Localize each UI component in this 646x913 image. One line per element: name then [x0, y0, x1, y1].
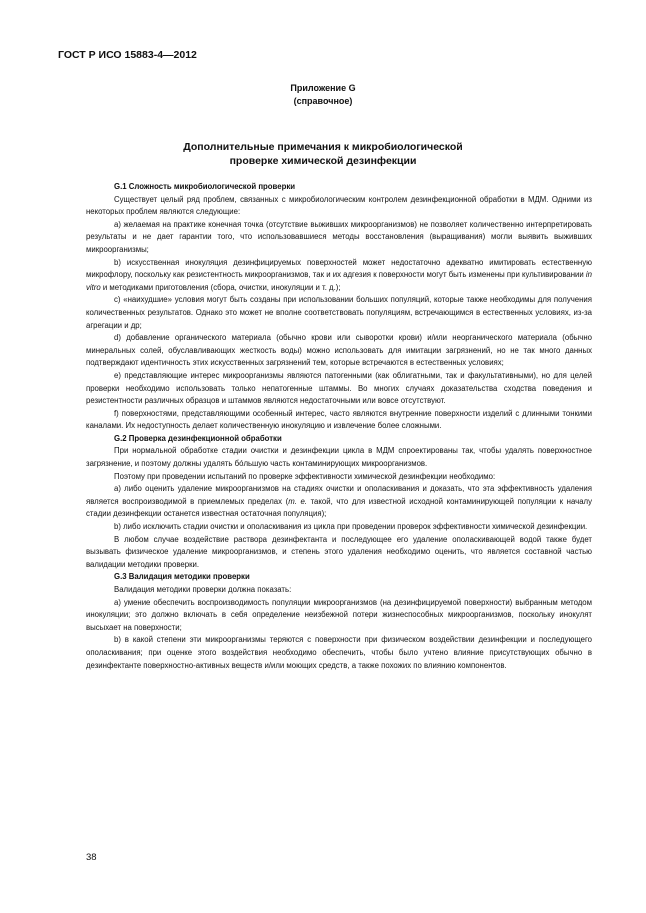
text-run: b) искусственная инокуляция дезинфицируемых поверхностей может недостаточно адекватно имитировать естественную микрофлору, поскольку как резистентность микроорганизмов, так и их адгезия к поверхности могут быть изменены при культивировании: [86, 257, 592, 280]
paragraph: Поэтому при проведении испытаний по проверке эффективности химической дезинфекции необходимо:: [114, 471, 496, 481]
list-item: d) добавление органического материала (обычно крови или сыворотки крови) и/или неорганического материала (обычно минеральных солей, обуславливающих жесткость воды) можно использовать для имитации загрязнений, но не так много данных подтверждают идентичность этих искусственных загрязнений тем, которые встречаются в естественных условиях;: [86, 333, 592, 368]
list-item: b) в какой степени эти микроорганизмы теряются с поверхности при физическом воздействии дезинфекции и последующего ополаскивания; при оценке этого воздействия необходимо обеспечить, чтобы было учтено влияние присутствующих обычно в дезинфектанте поверхностно-активных веществ и/или моющих средств, а также похожих по влиянию компонентов.: [86, 635, 592, 670]
list-item: b) либо исключить стадии очистки и ополаскивания из цикла при проведении проверок эффективности химической дезинфекции.: [114, 522, 588, 532]
section-heading-g3: G.3 Валидация методики проверки: [114, 572, 250, 582]
page-number: 38: [86, 852, 97, 863]
document-code: ГОСТ Р ИСО 15883-4—2012: [58, 49, 197, 61]
list-item: [86, 257, 592, 295]
document-title-line-1: Дополнительные примечания к микробиологической: [183, 141, 463, 153]
paragraph: В любом случае воздействие раствора дезинфектанта и последующее его удаление ополаскивающей водой также будет вызывать физическое удаление микроорганизмов, и степень этого удаления необходимо оценить, что является составной частью валидации методики проверки.: [86, 534, 592, 569]
list-item: а) умение обеспечить воспроизводимость популяции микроорганизмов (на дезинфицируемой поверхности) выбранным методом инокуляции; это должно включать в себя определение неизбежной потери жизнеспособных микроорганизмов, поскольку инокулят высыхает на поверхности;: [86, 597, 592, 632]
paragraph: При нормальной обработке стадии очистки и дезинфекции цикла в МДМ спроектированы так, чтобы удалять поверхностное загрязнение, и поэтому должны удалять бóльшую часть контаминирующих микроорганизмов.: [86, 446, 592, 469]
text-run: и методиками приготовления (сбора, очистки, инокуляции и т. д.);: [100, 282, 341, 292]
annex-subtitle: (справочное): [293, 96, 353, 106]
italic-term: in vitro: [86, 270, 592, 292]
paragraph: Существует целый ряд проблем, связанных с микробиологическим контролем дезинфекционной обработки в МДМ. Одними из некоторых проблем являются следующие:: [86, 194, 592, 217]
list-item: а) желаемая на практике конечная точка (отсутствие выживших микроорганизмов) не позволяет количественно интерпретировать результаты и не дает гарантии того, что использовавшиеся методы восстановления (выращивания) могли выявить выживших микроорганизмы;: [86, 219, 592, 254]
section-heading-g2: G.2 Проверка дезинфекционной обработки: [114, 433, 282, 443]
document-body: [86, 181, 592, 672]
text-run: такой, что для известной исходной контаминирующей популяции к началу стадии дезинфекции останется известная остаточная популяция);: [86, 496, 592, 519]
list-item: [86, 483, 592, 521]
text-run: а) либо оценить удаление микроорганизмов на стадиях очистки и ополаскивания и доказать, что эта эффективность удаления является воспроизводимой в приемлемых пределах (: [86, 484, 592, 506]
italic-term: т. е.: [288, 496, 307, 506]
document-title-line-2: проверке химической дезинфекции: [229, 155, 417, 167]
list-item: с) «наихудшие» условия могут быть созданы при использовании больших популяций, которые также необходимы для получения количественных результатов. Однако это может не вполне соответствовать популяциям, встречающимся в естественных условиях, из-за агрегации и др;: [86, 295, 592, 330]
annex-title: Приложение G: [290, 83, 356, 93]
list-item: f) поверхностями, представляющими особенный интерес, часто являются внутренние поверхности изделий с длинными тонкими каналами. Их недоступность делает количественную инокуляцию и извлечение более сложными.: [86, 408, 592, 431]
paragraph: Валидация методики проверки должна показать:: [114, 585, 292, 594]
section-heading-g1: G.1 Сложность микробиологической проверки: [114, 182, 296, 191]
list-item: е) представляющие интерес микроорганизмы являются патогенными (как облигатными, так и факультативными), но для целей проверки необходимо использовать только непатогенные штаммы. Во многих случаях доказательства сходства поведения и резистентности различных образцов и штаммов являются недостаточными или вовсе отсутствуют.: [86, 370, 592, 406]
